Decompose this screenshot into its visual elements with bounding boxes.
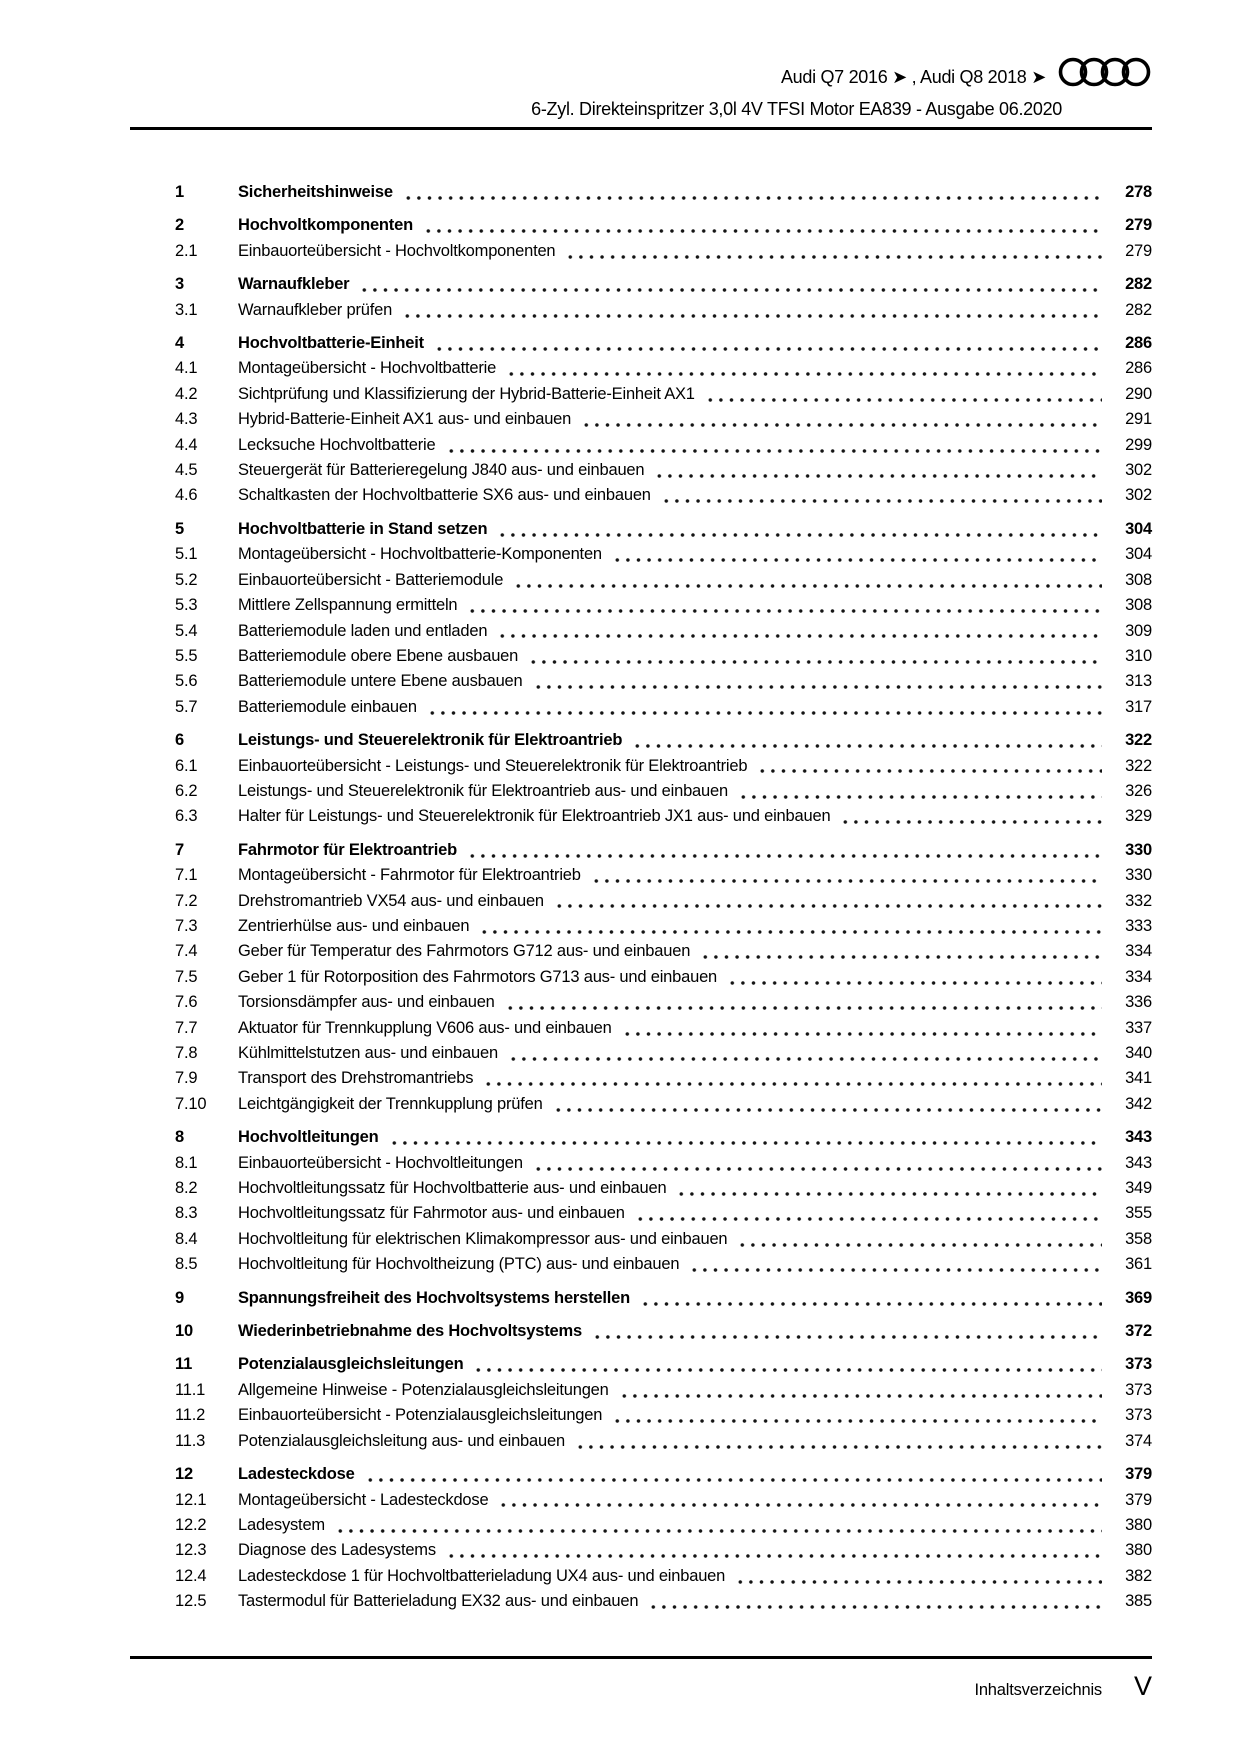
toc-row [130,939,1152,964]
toc-entry-title: Ladesteckdose [238,1465,355,1484]
dot-leader [676,1186,1102,1201]
toc-entry-page: 282 [1125,300,1152,319]
toc-row [130,1125,1152,1150]
dot-leader [473,1363,1102,1378]
toc-row [130,1016,1152,1041]
toc-entry-page: 326 [1125,781,1152,800]
toc-entry-title: Geber 1 für Rotorposition des Fahrmotors G713 aus- und einbauen [238,967,718,986]
toc-entry-title: Warnaufkleber prüfen [238,300,393,319]
toc-entry-title: Warnaufkleber [238,275,350,294]
toc-entry-page: 342 [1125,1094,1152,1113]
toc-entry-title: Aktuator für Trennkupplung V606 aus- und einbauen [238,1018,612,1037]
toc-entry-number: 6.3 [175,807,198,826]
toc-entry-number: 5.2 [175,570,198,589]
toc-entry-page: 304 [1125,545,1152,564]
toc-entry-title: Zentrierhülse aus- und einbauen [238,916,470,935]
dot-leader [528,654,1102,669]
dot-leader [554,899,1102,914]
toc-entry-page: 291 [1125,410,1152,429]
dot-leader [612,1414,1102,1429]
toc-entry-number: 7.6 [175,993,198,1012]
toc-entry-title: Einbauorteübersicht - Hochvoltkomponenten [238,241,556,260]
toc-entry-number: 5 [175,519,184,538]
toc-entry-page: 304 [1125,519,1152,538]
toc-entry-title: Hochvoltbatterie in Stand setzen [238,519,488,538]
toc-entry-title: Ladesteckdose 1 für Hochvoltbatterieladung UX4 aus- und einbauen [238,1566,726,1585]
toc-entry-number: 7.4 [175,942,198,961]
dot-leader [619,1388,1102,1403]
toc-entry-page: 333 [1125,916,1152,935]
toc-row [130,458,1152,483]
toc-entry-title: Montageübersicht - Fahrmotor für Elektroantrieb [238,866,581,885]
toc-row [130,1252,1152,1277]
toc-row [130,619,1152,644]
toc-entry-title: Montageübersicht - Hochvoltbatterie-Komponenten [238,545,602,564]
toc-entry-number: 7.2 [175,891,198,910]
toc-entry-page: 310 [1125,646,1152,665]
toc-row [130,1589,1152,1614]
toc-row [130,914,1152,939]
toc-entry-number: 2 [175,216,184,235]
toc-entry-number: 1 [175,183,184,201]
toc-entry-page: 322 [1125,756,1152,775]
toc-entry-number: 12.2 [175,1515,207,1534]
toc-entry-title: Einbauorteübersicht - Leistungs- und Steuerelektronik für Elektroantrieb [238,756,748,775]
toc-entry-page: 317 [1125,697,1152,716]
toc-row [130,1403,1152,1428]
toc-entry-page: 343 [1125,1128,1152,1147]
toc-entry-page: 308 [1125,596,1152,615]
toc-row [130,779,1152,804]
toc-row [130,1319,1152,1344]
dot-leader [640,1296,1102,1311]
dot-leader [581,418,1102,433]
toc-row [130,965,1152,990]
dot-leader [513,578,1102,593]
toc-entry-page: 374 [1125,1431,1152,1450]
toc-entry-title: Lecksuche Hochvoltbatterie [238,435,436,454]
toc-entry-page: 355 [1125,1204,1152,1223]
toc-entry-page: 279 [1125,241,1152,260]
toc-entry-title: Wiederinbetriebnahme des Hochvoltsystems [238,1322,582,1341]
dot-leader [757,764,1102,779]
toc-entry-number: 12.3 [175,1541,207,1560]
toc-row [130,1488,1152,1513]
toc-entry-title: Montageübersicht - Ladesteckdose [238,1490,489,1509]
toc-row [130,331,1152,356]
toc-entry-page: 334 [1125,942,1152,961]
toc-entry-title: Transport des Drehstromantriebs [238,1069,474,1088]
toc-entry-page: 372 [1125,1322,1152,1341]
toc-row [130,517,1152,542]
toc-entry-number: 5.6 [175,672,198,691]
dot-leader [505,1001,1102,1016]
dot-leader [840,815,1102,830]
dot-leader [632,739,1102,754]
dot-leader [700,950,1102,965]
toc-entry-number: 4.4 [175,435,198,454]
toc-entry-page: 380 [1125,1541,1152,1560]
toc-row [130,1429,1152,1454]
toc-entry-page: 358 [1125,1229,1152,1248]
toc-entry-number: 4.1 [175,359,198,378]
toc-row [130,272,1152,297]
toc-entry-number: 8.1 [175,1153,198,1172]
dot-leader [738,789,1102,804]
toc-row [130,1513,1152,1538]
toc-entry-title: Hochvoltkomponenten [238,216,413,235]
toc-entry-number: 7.9 [175,1069,198,1088]
toc-entry-title: Fahrmotor für Elektroantrieb [238,840,458,859]
toc-entry-page: 373 [1125,1406,1152,1425]
toc-entry-number: 8 [175,1128,184,1147]
header-engine-line: 6-Zyl. Direkteinspritzer 3,0l 4V TFSI Motor EA839 - Ausgabe 06.2020 [531,99,1062,119]
toc-entry-number: 5.7 [175,697,198,716]
toc-entry-page: 330 [1125,866,1152,885]
dot-leader [467,848,1102,863]
dot-leader [389,1136,1102,1151]
toc-entry-title: Torsionsdämpfer aus- und einbauen [238,993,495,1012]
dot-leader [533,680,1102,695]
toc-entry-number: 7.10 [175,1094,207,1113]
toc-row [130,1066,1152,1091]
toc-entry-title: Hochvoltleitungssatz für Fahrmotor aus- und einbauen [238,1204,625,1223]
audi-rings-icon [1058,56,1152,97]
toc-entry-page: 373 [1125,1380,1152,1399]
toc-entry-number: 12 [175,1465,193,1484]
toc-entry-number: 2.1 [175,241,198,260]
toc-entry-title: Leichtgängigkeit der Trennkupplung prüfen [238,1094,543,1113]
toc-entry-title: Sicherheitshinweise [238,183,393,201]
dot-leader [533,1161,1102,1176]
toc-entry-number: 7.3 [175,916,198,935]
dot-leader [423,224,1102,239]
toc-row [130,407,1152,432]
toc-entry-title: Hochvoltleitungen [238,1128,379,1147]
toc-entry-title: Diagnose des Ladesystems [238,1541,436,1560]
toc-entry-page: 361 [1125,1255,1152,1274]
toc-entry-number: 11.3 [175,1431,206,1450]
toc-entry-number: 5.4 [175,621,198,640]
toc-row [130,728,1152,753]
toc-entry-number: 8.3 [175,1204,198,1223]
toc-entry-page: 313 [1125,672,1152,691]
toc-entry-number: 9 [175,1288,184,1307]
toc-row [130,1286,1152,1311]
dot-leader [434,341,1102,356]
page-header [130,56,1152,130]
toc-entry-page: 379 [1125,1490,1152,1509]
toc-entry-title: Potenzialausgleichsleitung aus- und einbauen [238,1431,565,1450]
toc-entry-title: Batteriemodule laden und entladen [238,621,488,640]
toc-entry-number: 11 [175,1355,193,1374]
toc-row [130,382,1152,407]
toc-entry-title: Ladesystem [238,1515,325,1534]
dot-leader [622,1026,1102,1041]
toc-entry-page: 286 [1125,359,1152,378]
toc-row [130,1092,1152,1117]
toc-row [130,1151,1152,1176]
toc-entry-title: Leistungs- und Steuerelektronik für Elektroantrieb [238,731,623,750]
dot-leader [446,443,1103,458]
dot-leader [635,1212,1102,1227]
toc-entry-number: 4.6 [175,486,198,505]
toc-entry-page: 322 [1125,731,1152,750]
toc-row [130,669,1152,694]
toc-entry-page: 282 [1125,275,1152,294]
toc-entry-page: 302 [1125,486,1152,505]
toc-entry-title: Batteriemodule einbauen [238,697,417,716]
toc-entry-number: 6.2 [175,781,198,800]
toc-entry-title: Sichtprüfung und Klassifizierung der Hybrid-Batterie-Einheit AX1 [238,384,695,403]
toc-row [130,180,1152,205]
dot-leader [403,190,1102,205]
toc-entry-number: 6.1 [175,756,198,775]
dot-leader [705,392,1102,407]
toc-row [130,1378,1152,1403]
dot-leader [727,975,1102,990]
toc-row [130,1538,1152,1563]
toc-entry-page: 336 [1125,993,1152,1012]
page-footer [130,1656,1152,1702]
toc-row [130,1227,1152,1252]
toc-row [130,695,1152,720]
toc-entry-number: 7 [175,840,184,859]
dot-leader [479,924,1102,939]
toc-row [130,593,1152,618]
dot-leader [497,629,1102,644]
toc-entry-page: 341 [1125,1069,1152,1088]
toc-entry-page: 299 [1125,435,1152,454]
dot-leader [661,494,1102,509]
toc-row [130,1176,1152,1201]
dot-leader [483,1077,1102,1092]
dot-leader [365,1473,1102,1488]
toc-entry-page: 340 [1125,1044,1152,1062]
toc-entry-number: 5.3 [175,596,198,615]
dot-leader [737,1237,1102,1252]
toc-entry-page: 369 [1125,1288,1152,1307]
header-model-line: Audi Q7 2016 ➤ , Audi Q8 2018 ➤ [780,66,1046,87]
toc-row [130,1564,1152,1589]
toc-entry-page: 349 [1125,1179,1152,1198]
toc-entry-number: 12.1 [175,1490,207,1509]
toc-entry-page: 343 [1125,1153,1152,1172]
footer-page-number: V [1133,1671,1152,1701]
toc-entry-title: Potenzialausgleichsleitungen [238,1355,464,1374]
toc-row [130,239,1152,264]
toc-entry-title: Geber für Temperatur des Fahrmotors G712 aus- und einbauen [238,942,691,961]
toc-entry-page: 382 [1125,1566,1152,1585]
toc-entry-number: 5.5 [175,646,198,665]
toc-entry-number: 8.4 [175,1229,198,1248]
toc-entry-page: 308 [1125,570,1152,589]
dot-leader [359,283,1102,298]
toc-entry-number: 12.5 [175,1592,207,1611]
toc-entry-number: 4.3 [175,410,198,429]
dot-leader [402,308,1102,323]
dot-leader [612,553,1102,568]
toc-entry-title: Batteriemodule obere Ebene ausbauen [238,646,519,665]
toc-row [130,990,1152,1015]
toc-entry-page: 337 [1125,1018,1152,1037]
toc-entry-title: Hochvoltleitung für elektrischen Klimakompressor aus- und einbauen [238,1229,728,1248]
dot-leader [648,1600,1102,1615]
dot-leader [689,1263,1102,1278]
toc-entry-number: 12.4 [175,1566,207,1585]
toc-entry-number: 7.8 [175,1044,198,1062]
dot-leader [427,705,1102,720]
toc-entry-page: 385 [1125,1592,1152,1611]
dot-leader [335,1523,1102,1538]
dot-leader [506,367,1102,382]
toc-entry-title: Mittlere Zellspannung ermitteln [238,596,458,615]
toc-row [130,863,1152,888]
toc-entry-page: 373 [1125,1355,1152,1374]
toc-entry-number: 3 [175,275,184,294]
toc-entry-page: 329 [1125,807,1152,826]
toc-entry-page: 278 [1125,183,1152,201]
toc-entry-title: Einbauorteübersicht - Potenzialausgleichsleitungen [238,1406,603,1425]
dot-leader [654,468,1102,483]
toc-row [130,1462,1152,1487]
toc-entry-title: Einbauorteübersicht - Hochvoltleitungen [238,1153,523,1172]
dot-leader [498,1498,1102,1513]
dot-leader [508,1051,1102,1066]
toc-entry-title: Batteriemodule untere Ebene ausbauen [238,672,523,691]
toc-entry-page: 332 [1125,891,1152,910]
toc-entry-number: 7.5 [175,967,198,986]
toc-entry-title: Hochvoltleitung für Hochvoltheizung (PTC) aus- und einbauen [238,1255,680,1274]
toc-entry-page: 330 [1125,840,1152,859]
toc-entry-number: 4.5 [175,461,198,480]
table-of-contents [130,180,1152,1615]
toc-entry-title: Hybrid-Batterie-Einheit AX1 aus- und einbauen [238,410,572,429]
toc-entry-number: 5.1 [175,545,198,564]
toc-entry-title: Hochvoltbatterie-Einheit [238,334,424,353]
toc-entry-number: 11.2 [175,1406,206,1425]
dot-leader [565,249,1102,264]
toc-row [130,754,1152,779]
toc-entry-page: 302 [1125,461,1152,480]
toc-entry-page: 309 [1125,621,1152,640]
toc-entry-number: 11.1 [175,1380,206,1399]
toc-entry-number: 7.7 [175,1018,198,1037]
toc-row [130,483,1152,508]
toc-row [130,644,1152,669]
toc-entry-title: Tastermodul für Batterieladung EX32 aus- und einbauen [238,1592,639,1611]
toc-entry-number: 4.2 [175,384,198,403]
dot-leader [592,1329,1102,1344]
toc-row [130,1352,1152,1377]
toc-entry-title: Hochvoltleitungssatz für Hochvoltbatterie aus- und einbauen [238,1179,667,1198]
toc-entry-number: 4 [175,334,184,353]
toc-row [130,1201,1152,1226]
toc-entry-page: 290 [1125,384,1152,403]
toc-entry-title: Leistungs- und Steuerelektronik für Elektroantrieb aus- und einbauen [238,781,728,800]
toc-row [130,213,1152,238]
dot-leader [446,1549,1102,1564]
toc-row [130,356,1152,381]
footer-section-label: Inhaltsverzeichnis [974,1681,1102,1699]
dot-leader [467,604,1102,619]
toc-row [130,1041,1152,1066]
toc-entry-title: Halter für Leistungs- und Steuerelektronik für Elektroantrieb JX1 aus- und einbauen [238,807,831,826]
dot-leader [591,874,1102,889]
toc-entry-page: 286 [1125,334,1152,353]
toc-row [130,804,1152,829]
toc-entry-page: 279 [1125,216,1152,235]
toc-row [130,889,1152,914]
toc-entry-title: Einbauorteübersicht - Batteriemodule [238,570,504,589]
toc-entry-title: Spannungsfreiheit des Hochvoltsystems herstellen [238,1288,631,1307]
toc-entry-title: Schaltkasten der Hochvoltbatterie SX6 aus- und einbauen [238,486,651,505]
toc-entry-title: Allgemeine Hinweise - Potenzialausgleichsleitungen [238,1380,609,1399]
toc-entry-title: Drehstromantrieb VX54 aus- und einbauen [238,891,544,910]
toc-row [130,568,1152,593]
toc-entry-page: 380 [1125,1515,1152,1534]
toc-entry-number: 6 [175,731,184,750]
toc-row [130,433,1152,458]
toc-entry-number: 3.1 [175,300,198,319]
toc-entry-page: 334 [1125,967,1152,986]
toc-entry-page: 379 [1125,1465,1152,1484]
dot-leader [575,1439,1102,1454]
dot-leader [553,1102,1102,1117]
toc-row [130,298,1152,323]
toc-entry-title: Kühlmittelstutzen aus- und einbauen [238,1044,498,1062]
dot-leader [497,527,1102,542]
toc-entry-number: 8.5 [175,1255,198,1274]
dot-leader [735,1574,1102,1589]
toc-entry-number: 8.2 [175,1179,198,1198]
toc-entry-number: 10 [175,1322,193,1341]
toc-row [130,542,1152,567]
toc-row [130,838,1152,863]
toc-entry-title: Steuergerät für Batterieregelung J840 aus- und einbauen [238,461,645,480]
toc-entry-title: Montageübersicht - Hochvoltbatterie [238,359,497,378]
toc-entry-number: 7.1 [175,866,198,885]
